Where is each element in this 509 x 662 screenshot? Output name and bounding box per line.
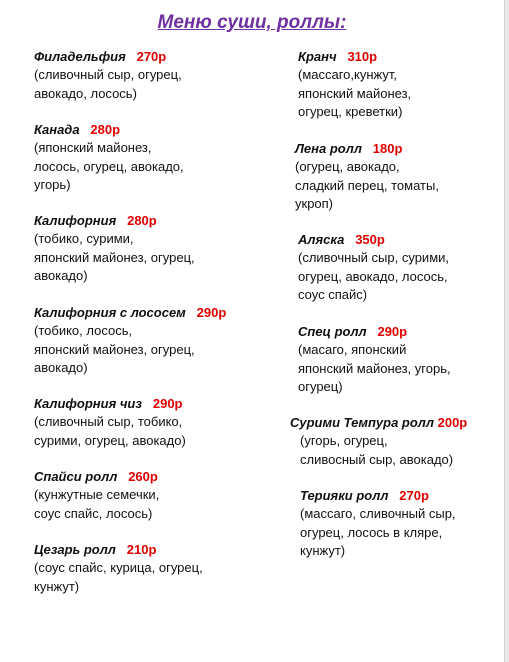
item-price: 260р [128, 469, 158, 484]
item-ingredients: кунжут) [300, 542, 346, 558]
menu-item [34, 212, 195, 285]
item-ingredients: угорь) [34, 176, 71, 192]
item-ingredients: (огурец, авокадо, [295, 159, 400, 175]
item-ingredients: авокадо, лосось) [34, 85, 137, 101]
page-title: Меню суши, роллы: [157, 12, 347, 33]
item-price: 350р [355, 232, 385, 247]
menu-item [34, 121, 184, 194]
item-price: 280р [127, 213, 157, 228]
item-ingredients: огурец) [298, 378, 343, 394]
item-ingredients: (кунжутные семечки, [34, 487, 160, 503]
item-ingredients: (массаго, сливочный сыр, [300, 506, 456, 522]
item-ingredients: (японский майонез, [34, 140, 152, 156]
menu-item [298, 48, 411, 121]
item-name: Канада [34, 122, 80, 137]
item-ingredients: (тобико, сурими, [34, 231, 134, 247]
item-name: Калифорния чиз [34, 396, 143, 411]
menu-item [298, 323, 451, 396]
item-ingredients: сладкий перец, томаты, [295, 177, 439, 193]
item-name: Калифорния [34, 213, 117, 228]
item-ingredients: японский майонез, огурец, [34, 249, 195, 265]
menu-item [295, 140, 439, 213]
item-name: Цезарь ролл [34, 542, 116, 557]
item-price: 200р [437, 415, 468, 430]
item-name: Сурими Темпура ролл [290, 415, 434, 430]
item-ingredients: сурими, огурец, авокадо) [34, 432, 186, 448]
item-ingredients: (сливочный сыр, сурими, [298, 250, 450, 266]
item-ingredients: огурец, креветки) [298, 103, 403, 119]
item-price: 270р [399, 488, 429, 503]
item-price: 290р [196, 305, 227, 320]
item-name: Филадельфия [34, 49, 126, 64]
item-name: Спайси ролл [34, 469, 118, 484]
item-price: 180р [372, 141, 403, 156]
item-ingredients: огурец, лосось в кляре, [300, 524, 443, 540]
item-price: 290р [377, 324, 408, 339]
menu-item [34, 48, 182, 103]
item-ingredients: (угорь, огурец, [300, 433, 388, 449]
item-ingredients: авокадо) [34, 359, 88, 375]
menu-item [34, 304, 226, 377]
item-name: Спец ролл [298, 324, 367, 339]
item-ingredients: огурец, авокадо, лосось, [298, 268, 448, 284]
menu-item [290, 414, 467, 469]
item-price: 290р [152, 396, 183, 411]
item-name: Кранч [298, 49, 337, 64]
item-price: 280р [90, 122, 121, 137]
item-name: Калифорния с лососем [34, 305, 186, 320]
item-name: Терияки ролл [300, 488, 389, 503]
item-ingredients: японский майонез, [298, 85, 412, 101]
item-ingredients: укроп) [295, 195, 334, 211]
item-ingredients: (соус спайс, курица, огурец, [34, 560, 203, 576]
menu-item [300, 487, 456, 560]
item-price: 210р [126, 542, 157, 557]
menu-item [34, 541, 203, 596]
menu-item [34, 395, 186, 450]
item-ingredients: авокадо) [34, 267, 88, 283]
item-ingredients: (масаго, японский [298, 342, 407, 358]
item-price: 270р [136, 49, 167, 64]
item-ingredients: (сливочный сыр, тобико, [34, 414, 183, 430]
menu-item [298, 231, 449, 304]
item-ingredients: соус спайс, лосось) [34, 505, 153, 521]
item-ingredients: японский майонез, угорь, [298, 360, 451, 376]
item-ingredients: (массаго,кунжут, [298, 67, 398, 83]
item-name: Аляска [298, 232, 345, 247]
item-ingredients: японский майонез, огурец, [34, 341, 195, 357]
menu-item [34, 468, 159, 523]
item-ingredients: лосось, огурец, авокадо, [34, 158, 184, 174]
item-ingredients: (сливочный сыр, огурец, [34, 67, 182, 83]
item-ingredients: соус спайс) [298, 286, 368, 302]
item-price: 310р [347, 49, 378, 64]
item-ingredients: кунжут) [34, 578, 80, 594]
item-ingredients: сливосный сыр, авокадо) [300, 451, 454, 467]
item-name: Лена ролл [295, 141, 362, 156]
item-ingredients: (тобико, лосось, [34, 323, 133, 339]
